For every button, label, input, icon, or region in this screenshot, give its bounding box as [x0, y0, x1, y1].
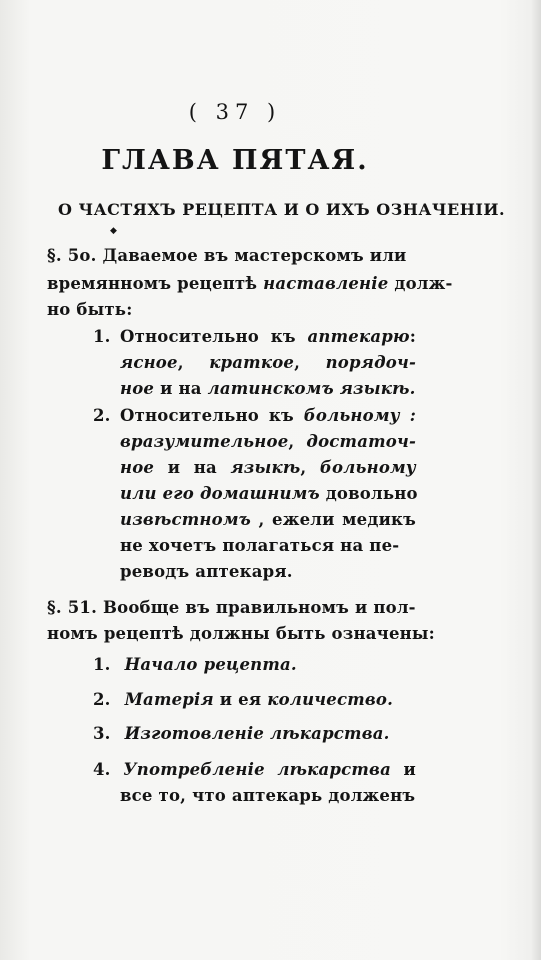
italic-run: Начало рецепта.	[124, 655, 297, 674]
text-run: довольно	[325, 484, 418, 503]
item1-line3	[120, 379, 416, 398]
text-run: ,	[294, 353, 301, 372]
italic-run: латинскомъ языкѣ.	[207, 379, 416, 398]
last-line: все то, что аптекарь долженъ	[120, 786, 416, 805]
item2-line2	[120, 432, 416, 451]
para51-line1: §. 51. Вообще въ правильномъ и пол-	[47, 598, 416, 617]
text-run: и на	[167, 458, 217, 477]
item2-line4	[120, 484, 416, 503]
ink-blot: ◆	[110, 226, 117, 236]
item1-number: 1.	[93, 327, 111, 346]
item1-line1	[120, 327, 416, 346]
italic-run: порядоч-	[325, 353, 416, 372]
italic-run: ное	[120, 379, 155, 398]
item2-line5	[120, 510, 416, 529]
item2-line6: не хочетъ полагаться на пе-	[120, 536, 400, 555]
item2-line7: реводъ аптекаря.	[120, 562, 293, 581]
italic-run: ное	[120, 458, 155, 477]
italic-run: Матерія	[124, 690, 214, 709]
text-run: , ежели медикъ	[258, 510, 416, 529]
item1-line2	[120, 353, 416, 372]
italic-run: вразумительное	[120, 432, 289, 451]
italic-run: Изготовленіе лѣкарства.	[124, 724, 390, 743]
list-number: 1.	[93, 655, 111, 674]
italic-run: достаточ-	[306, 432, 416, 451]
text-run: и	[403, 760, 416, 779]
italic-run: или его домашнимъ	[120, 484, 320, 503]
text-run: Относительно къ	[120, 406, 294, 425]
text-run: Относительно къ	[120, 327, 296, 346]
text-run: ,	[288, 432, 295, 451]
item2-line1	[120, 406, 416, 425]
list-item-3	[93, 724, 390, 743]
text-run: времянномъ рецептѣ	[47, 274, 258, 293]
text-run: и на	[160, 379, 202, 398]
page-number: ( 37 )	[188, 100, 282, 124]
text-run: и ея	[219, 690, 262, 709]
list-number: 4.	[93, 760, 111, 779]
chapter-title: ГЛАВА ПЯТАЯ.	[101, 145, 369, 176]
list-number: 3.	[93, 724, 111, 743]
item2-line3	[120, 458, 416, 477]
text-run: долж-	[394, 274, 453, 293]
para50-line2	[47, 274, 453, 293]
text-run: ,	[177, 353, 184, 372]
italic-run: больному	[319, 458, 416, 477]
para51-line2: номъ рецептѣ должны быть означены:	[47, 624, 435, 643]
para50-line1: §. 5о. Даваемое въ мастерскомъ или	[47, 246, 407, 265]
item2-number: 2.	[93, 406, 111, 425]
italic-run: Употребленіе лѣкарства	[123, 760, 391, 779]
italic-run: аптекарю	[307, 327, 410, 346]
list-item-1	[93, 655, 297, 674]
italic-run: извѣстномъ	[120, 510, 251, 529]
italic-run: больному :	[303, 406, 416, 425]
list-item-2	[93, 690, 393, 709]
list-number: 2.	[93, 690, 111, 709]
italic-run: ясное	[120, 353, 178, 372]
text-run: ,	[300, 458, 307, 477]
list-item-4	[93, 760, 416, 779]
italic-run: краткое	[209, 353, 295, 372]
section-heading: О ЧАСТЯХЪ РЕЦЕПТА И О ИХЪ ОЗНАЧЕНІИ.	[58, 200, 506, 219]
italic-run: наставленіе	[263, 274, 389, 293]
italic-run: языкѣ	[230, 458, 301, 477]
italic-run: количество.	[267, 690, 394, 709]
page-edge-shadow	[531, 0, 541, 960]
para50-line3: но быть:	[47, 300, 133, 319]
text-run: :	[409, 327, 416, 346]
